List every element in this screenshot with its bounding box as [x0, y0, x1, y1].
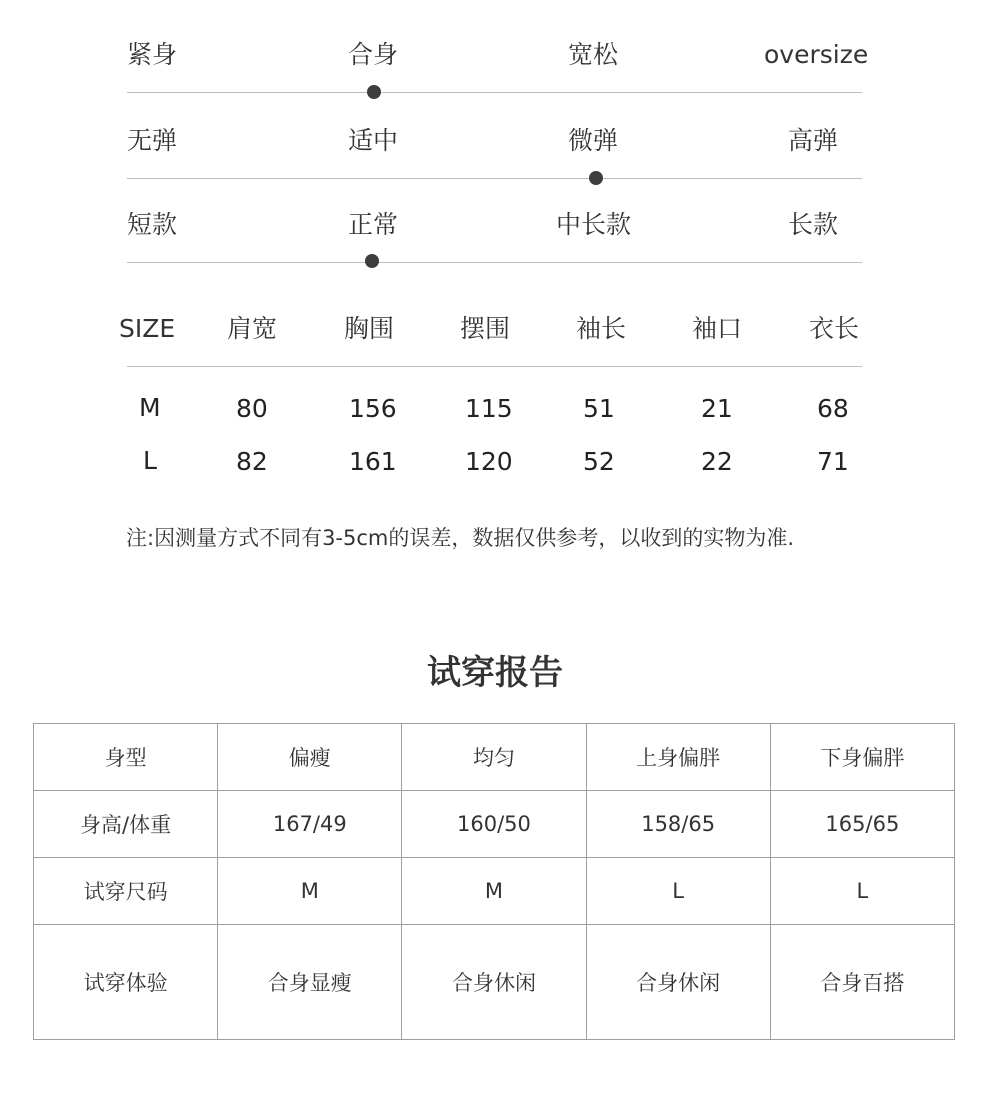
scale-marker	[589, 171, 603, 185]
scale-label: 中长款	[556, 210, 632, 239]
size-cell: 51	[583, 394, 615, 423]
table-cell: L	[586, 858, 770, 925]
scale-label: oversize	[764, 40, 869, 69]
size-header: 衣长	[809, 314, 860, 343]
size-header: 袖长	[576, 314, 627, 343]
table-cell: 158/65	[586, 791, 770, 858]
size-cell: M	[139, 393, 161, 422]
size-cell: L	[143, 446, 157, 475]
table-cell: 160/50	[402, 791, 586, 858]
scale-label: 合身	[348, 40, 399, 69]
table-cell: 试穿尺码	[34, 858, 218, 925]
table-cell: 合身百搭	[770, 925, 954, 1040]
table-row	[34, 925, 955, 1040]
size-cell: 71	[817, 447, 849, 476]
scale-marker	[365, 254, 379, 268]
size-cell: 80	[236, 394, 268, 423]
measurement-note: 注:因测量方式不同有3-5cm的误差，数据仅供参考，以收到的实物为准.	[126, 526, 795, 550]
table-cell: L	[770, 858, 954, 925]
table-cell: 167/49	[218, 791, 402, 858]
scale-line	[127, 262, 862, 263]
table-row	[34, 791, 955, 858]
size-header: 肩宽	[227, 314, 278, 343]
table-cell: 下身偏胖	[770, 724, 954, 791]
size-header: 胸围	[344, 314, 395, 343]
size-header: 摆围	[460, 314, 511, 343]
table-cell: M	[218, 858, 402, 925]
size-cell: 68	[817, 394, 849, 423]
size-header: SIZE	[119, 314, 176, 343]
scale-label: 无弹	[127, 126, 178, 155]
size-cell: 161	[349, 447, 397, 476]
fit-scale-tightness	[0, 40, 990, 100]
scale-line	[127, 92, 862, 93]
size-table-divider	[127, 366, 862, 367]
scale-label: 正常	[348, 210, 399, 239]
table-row	[34, 724, 955, 791]
size-cell: 52	[583, 447, 615, 476]
size-cell: 21	[701, 394, 733, 423]
size-header: 袖口	[692, 314, 743, 343]
scale-marker	[367, 85, 381, 99]
table-cell: 身高/体重	[34, 791, 218, 858]
table-row	[34, 858, 955, 925]
size-cell: 22	[701, 447, 733, 476]
table-cell: 165/65	[770, 791, 954, 858]
scale-label: 宽松	[568, 40, 619, 69]
table-cell: 偏瘦	[218, 724, 402, 791]
size-cell: 115	[465, 394, 513, 423]
scale-label: 长款	[788, 210, 839, 239]
table-cell: 身型	[34, 724, 218, 791]
size-cell: 120	[465, 447, 513, 476]
fit-scale-length	[0, 210, 990, 270]
report-title: 试穿报告	[427, 653, 563, 693]
table-cell: 合身休闲	[402, 925, 586, 1040]
table-cell: 合身休闲	[586, 925, 770, 1040]
table-cell: 上身偏胖	[586, 724, 770, 791]
fit-scale-elasticity	[0, 126, 990, 186]
scale-line	[127, 178, 862, 179]
trial-report-table	[33, 723, 955, 1040]
scale-label: 短款	[127, 210, 178, 239]
table-cell: 试穿体验	[34, 925, 218, 1040]
table-cell: M	[402, 858, 586, 925]
table-cell: 合身显瘦	[218, 925, 402, 1040]
scale-label: 适中	[348, 126, 399, 155]
scale-label: 紧身	[127, 40, 178, 69]
scale-label: 微弹	[568, 126, 619, 155]
size-cell: 82	[236, 447, 268, 476]
table-cell: 均匀	[402, 724, 586, 791]
scale-label: 高弹	[788, 126, 839, 155]
size-cell: 156	[349, 394, 397, 423]
